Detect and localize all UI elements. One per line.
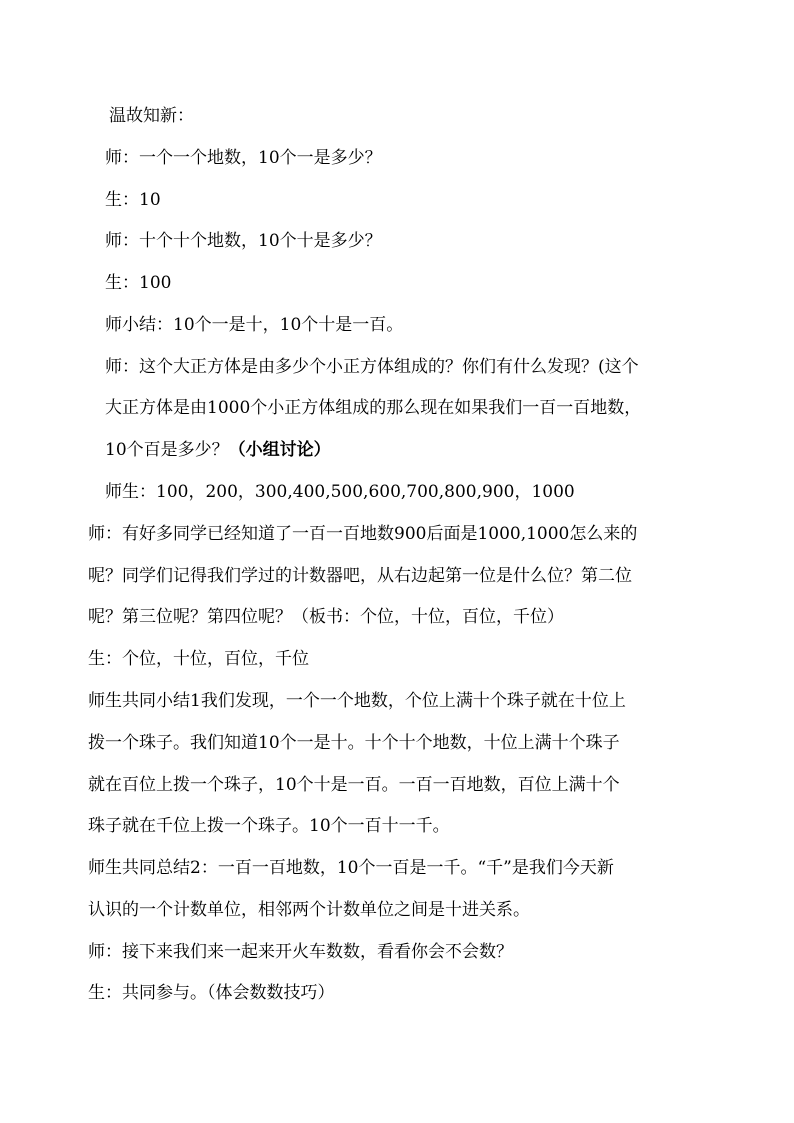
group-discussion-label: （小组讨论） xyxy=(228,440,331,460)
text-line: 生：共同参与。（体会数数技巧） xyxy=(88,983,335,1003)
text-line: 拨一个珠子。我们知道10个一是十。十个十个地数，十位上满十个珠子 xyxy=(88,733,620,753)
text-line: 大正方体是由1000个小正方体组成的那么现在如果我们一百一百地数， xyxy=(105,398,642,418)
text-line: 师小结：10个一是十，10个十是一百。 xyxy=(105,315,404,335)
text-line: 生：个位，十位，百位，千位 xyxy=(88,649,309,669)
text-line: 师生共同小结1我们发现，一个一个地数，个位上满十个珠子就在十位上 xyxy=(88,691,626,711)
text-line: 师：有好多同学已经知道了一百一百地数900后面是1000,1000怎么来的 xyxy=(88,524,638,544)
text-line xyxy=(105,438,331,462)
text-segment: 10个百是多少？ xyxy=(105,440,229,460)
text-line: 师：这个大正方体是由多少个小正方体组成的？你们有什么发现？(这个 xyxy=(105,357,639,377)
text-line: 生：100 xyxy=(105,273,172,293)
text-line: 认识的一个计数单位，相邻两个计数单位之间是十进关系。 xyxy=(88,900,530,920)
section-heading: 温故知新： xyxy=(109,106,194,126)
text-line: 生：10 xyxy=(105,190,161,210)
text-line: 呢？第三位呢？第四位呢？（板书：个位，十位，百位，千位） xyxy=(88,607,564,627)
text-line: 师：接下来我们来一起来开火车数数，看看你会不会数？ xyxy=(88,942,513,962)
text-line: 师：一个一个地数，10个一是多少？ xyxy=(105,148,382,168)
text-line: 师：十个十个地数，10个十是多少？ xyxy=(105,231,382,251)
text-line: 就在百位上拨一个珠子，10个十是一百。一百一百地数，百位上满十个 xyxy=(88,775,620,795)
text-line: 师生共同总结2：一百一百地数，10个一百是一千。“千”是我们今天新 xyxy=(88,858,614,878)
text-line: 呢？同学们记得我们学过的计数器吧，从右边起第一位是什么位？第二位 xyxy=(88,566,632,586)
text-line: 珠子就在千位上拨一个珠子。10个一百十一千。 xyxy=(88,816,450,836)
text-line: 师生：100，200，300,400,500,600,700,800,900，1000 xyxy=(105,482,575,502)
